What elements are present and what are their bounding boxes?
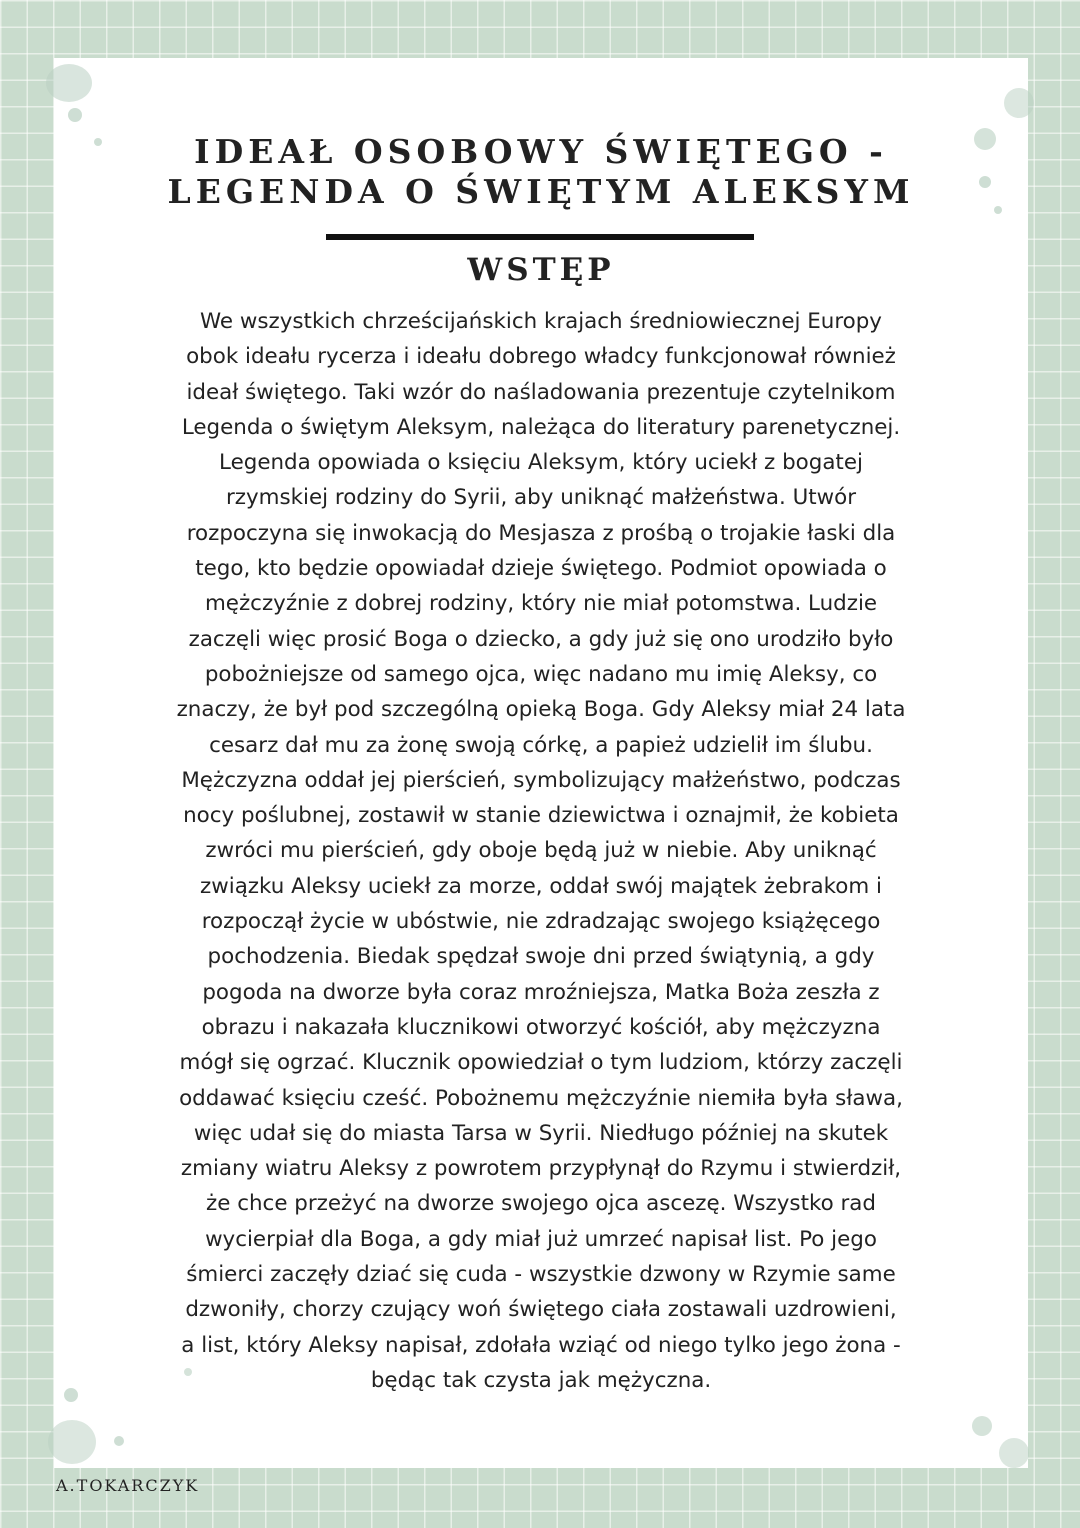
- text-line: zwróci mu pierścień, gdy oboje będą już w niebie. Aby uniknąć: [205, 838, 877, 864]
- splatter-decoration: [48, 1420, 96, 1464]
- text-line: Mężczyzna oddał jej pierścień, symbolizujący małżeństwo, podczas: [181, 767, 901, 793]
- title-line-1: IDEAŁ OSOBOWY ŚWIĘTEGO -: [194, 132, 888, 171]
- text-line: nocy poślubnej, zostawił w stanie dziewictwa i oznajmił, że kobieta: [183, 803, 899, 829]
- text-line: obok ideału rycerza i ideału dobrego władcy funkcjonował również: [186, 344, 896, 370]
- text-line: Legenda opowiada o księciu Aleksym, który uciekł z bogatej: [219, 450, 863, 476]
- section-heading: WSTĘP: [467, 252, 615, 288]
- text-line: cesarz dał mu za żonę swoją córkę, a papież udzielił im ślubu.: [209, 732, 873, 758]
- title-divider: [326, 234, 754, 240]
- text-line: oddawać księciu cześć. Pobożnemu mężczyźnie niemiła była sława,: [179, 1085, 903, 1111]
- text-line: rozpoczął życie w ubóstwie, nie zdradzając swojego książęcego: [201, 909, 881, 935]
- text-line: pogoda na dworze była coraz mroźniejsza, Matka Boża zeszła z: [202, 979, 880, 1005]
- splatter-decoration: [114, 1436, 124, 1446]
- text-line: będąc tak czysta jak mężyczna.: [370, 1367, 712, 1393]
- text-line: pobożniejsze od samego ojca, więc nadano mu imię Aleksy, co: [204, 661, 878, 687]
- splatter-decoration: [64, 1388, 78, 1402]
- text-line: znaczy, że był pod szczególną opieką Boga. Gdy Aleksy miał 24 lata: [176, 697, 906, 723]
- author-signature: A.TOKARCZYK: [56, 1476, 200, 1495]
- text-line: ideał świętego. Taki wzór do naśladowania prezentuje czytelnikom: [186, 379, 896, 405]
- text-line: rozpoczyna się inwokacją do Mesjasza z prośbą o trojakie łaski dla: [186, 520, 896, 546]
- text-line: Legenda o świętym Aleksym, należąca do literatury parenetycznej.: [181, 414, 901, 440]
- splatter-decoration: [46, 64, 92, 102]
- body-paragraph: [94, 304, 988, 1398]
- text-line: śmierci zaczęły dziać się cuda - wszystkie dzwony w Rzymie same: [186, 1262, 896, 1288]
- text-line: rzymskiej rodziny do Syrii, aby uniknąć małżeństwa. Utwór: [226, 485, 856, 511]
- splatter-decoration: [1004, 88, 1034, 118]
- text-line: mężczyźnie z dobrej rodziny, który nie miał potomstwa. Ludzie: [204, 591, 878, 617]
- text-line: mógł się ogrzać. Klucznik opowiedział o tym ludziom, którzy zaczęli: [179, 1050, 903, 1076]
- text-line: wycierpiał dla Boga, a gdy miał już umrzeć napisał list. Po jego: [205, 1226, 877, 1252]
- text-line: zmiany wiatru Aleksy z powrotem przypłynął do Rzymu i stwierdził,: [180, 1156, 902, 1182]
- splatter-decoration: [68, 108, 82, 122]
- title-line-2: LEGENDA O ŚWIĘTYM ALEKSYM: [167, 172, 915, 211]
- text-line: a list, który Aleksy napisał, zdołała wziąć od niego tylko jego żona -: [181, 1332, 901, 1358]
- text-line: dzwoniły, chorzy czujący woń świętego ciała zostawali uzdrowieni,: [185, 1297, 897, 1323]
- text-line: zaczęli więc prosić Boga o dziecko, a gdy już się ono urodziło było: [188, 626, 894, 652]
- text-line: tego, kto będzie opowiadał dzieje świętego. Podmiot opowiada o: [195, 556, 887, 582]
- text-line: obrazu i nakazała klucznikowi otworzyć kościół, aby mężczyzna: [201, 1014, 881, 1040]
- text-line: że chce przeżyć na dworze swojego ojca ascezę. Wszystko rad: [206, 1191, 876, 1217]
- text-line: pochodzenia. Biedak spędzał swoje dni przed świątynią, a gdy: [207, 944, 875, 970]
- splatter-decoration: [972, 1416, 992, 1436]
- text-line: We wszystkich chrześcijańskich krajach średniowiecznej Europy: [200, 309, 882, 334]
- text-line: więc udał się do miasta Tarsa w Syrii. Niedługo później na skutek: [193, 1120, 889, 1146]
- text-line: związku Aleksy uciekł za morze, oddał swój majątek żebrakom i: [200, 873, 882, 899]
- paper-sheet: [54, 58, 1028, 1468]
- splatter-decoration: [999, 1438, 1029, 1468]
- page-title: [54, 132, 1028, 212]
